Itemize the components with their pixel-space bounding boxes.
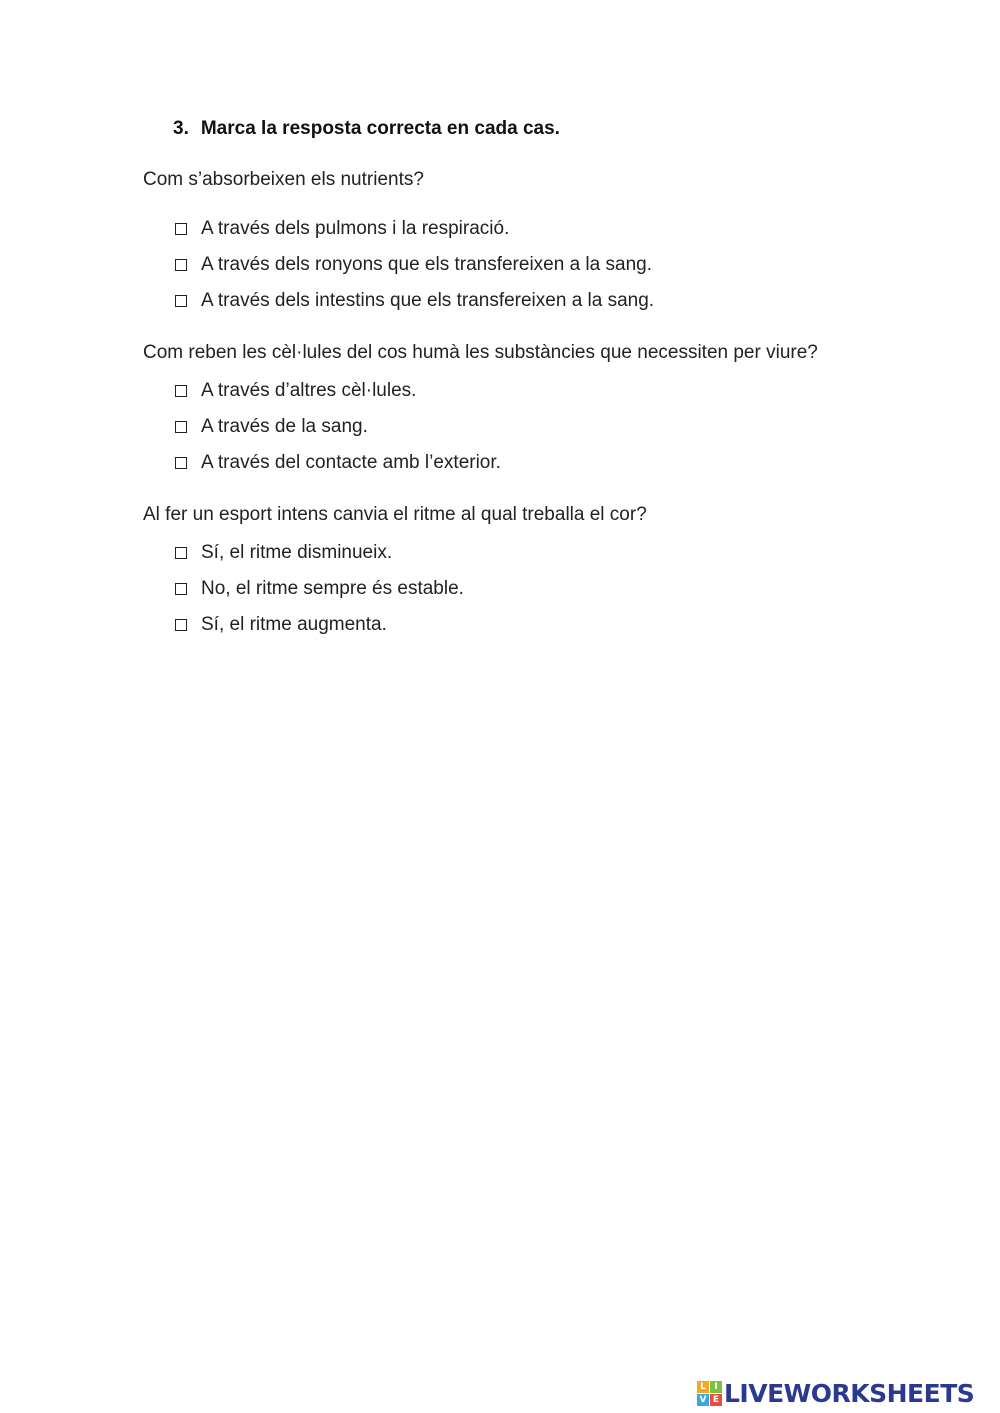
logo-letter: E xyxy=(710,1394,722,1406)
option-label: Sí, el ritme disminueix. xyxy=(201,542,393,563)
checkbox[interactable] xyxy=(175,457,187,469)
question-3: Al fer un esport intens canvia el ritme al qual treballa el cor? xyxy=(143,504,647,525)
checkbox[interactable] xyxy=(175,295,187,307)
liveworksheets-logo-icon xyxy=(697,1381,722,1406)
option-checkbox-item[interactable] xyxy=(175,290,654,312)
checkbox[interactable] xyxy=(175,259,187,271)
option-checkbox-item[interactable] xyxy=(175,578,464,600)
checkbox[interactable] xyxy=(175,583,187,595)
option-label: A través del contacte amb l’exterior. xyxy=(201,452,501,473)
checkbox[interactable] xyxy=(175,421,187,433)
option-label: A través dels pulmons i la respiració. xyxy=(201,218,510,239)
checkbox[interactable] xyxy=(175,385,187,397)
logo-letter: V xyxy=(697,1394,709,1406)
option-checkbox-item[interactable] xyxy=(175,416,368,438)
checkbox[interactable] xyxy=(175,619,187,631)
option-label: Sí, el ritme augmenta. xyxy=(201,614,387,635)
option-label: A través de la sang. xyxy=(201,416,368,437)
liveworksheets-brand xyxy=(697,1379,974,1408)
option-checkbox-item[interactable] xyxy=(175,452,501,474)
checkbox[interactable] xyxy=(175,223,187,235)
checkbox[interactable] xyxy=(175,547,187,559)
question-1: Com s’absorbeixen els nutrients? xyxy=(143,169,424,190)
exercise-number: 3. xyxy=(173,118,189,139)
option-checkbox-item[interactable] xyxy=(175,614,387,636)
option-checkbox-item[interactable] xyxy=(175,254,652,276)
option-label: A través dels ronyons que els transfereixen a la sang. xyxy=(201,254,652,275)
option-checkbox-item[interactable] xyxy=(175,542,392,564)
question-2: Com reben les cèl·lules del cos humà les substàncies que necessiten per viure? xyxy=(143,342,818,363)
exercise-heading xyxy=(173,118,560,140)
option-label: No, el ritme sempre és estable. xyxy=(201,578,464,599)
option-label: A través d’altres cèl·lules. xyxy=(201,380,417,401)
option-label: A través dels intestins que els transfereixen a la sang. xyxy=(201,290,655,311)
logo-letter: L xyxy=(697,1381,709,1393)
option-checkbox-item[interactable] xyxy=(175,380,416,402)
option-checkbox-item[interactable] xyxy=(175,218,509,240)
exercise-instruction: Marca la resposta correcta en cada cas. xyxy=(200,118,560,139)
brand-wordmark: LIVEWORKSHEETS xyxy=(724,1379,975,1408)
logo-letter: I xyxy=(710,1381,722,1393)
